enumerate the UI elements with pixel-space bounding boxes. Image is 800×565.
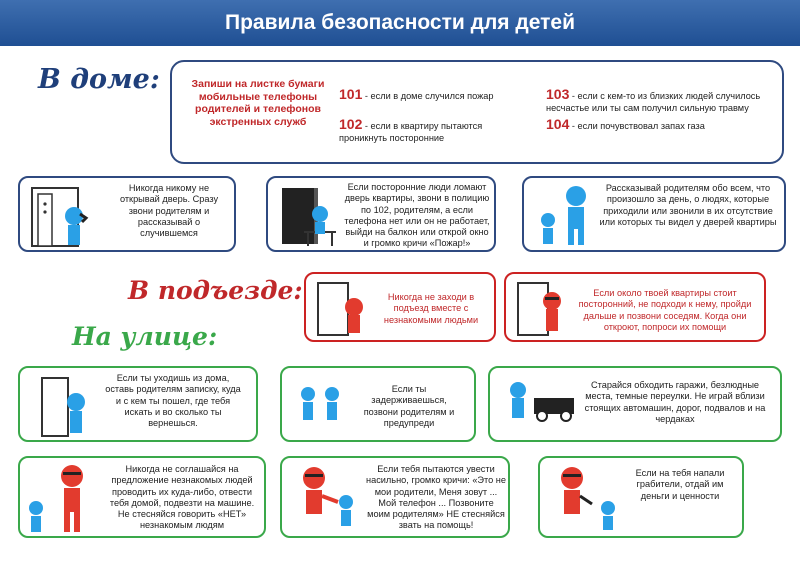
home-rule-2-text: Если посторонние люди ломают дверь квартиры, звони в полицию по 102, родителям, а если телефона нет или он не работает, выйди на балкон или открой окно и громко кричи «Пожар!» [344, 182, 490, 249]
section-title-entrance: В подъезде: [128, 276, 303, 305]
phone-number-101: 101 [339, 86, 363, 102]
entrance-rule-card [304, 272, 496, 342]
street-rule-card [280, 456, 510, 538]
home-rule-card [266, 176, 496, 252]
entrance-rule-card [504, 272, 766, 342]
phone-text-104: - если почувствовал запах газа [571, 121, 705, 131]
phoning-children-icon [290, 372, 360, 440]
home-rule-1-text: Никогда никому не открывай дверь. Сразу звони родителям и рассказывай о случившемся [119, 183, 219, 239]
header-banner [0, 0, 800, 46]
section-title-home: В доме: [38, 64, 160, 95]
phone-entry-101 [339, 88, 529, 102]
page-title: Правила безопасности для детей [224, 11, 576, 34]
phone-text-101: - если в доме случился пожар [364, 91, 494, 101]
car-danger-icon [498, 372, 578, 440]
street-rule-4-text: Никогда не соглашайся на предложение незнакомых людей проводить их куда-либо, отвести тебя домой, подвезти на машине. Не стесняйся говорить «НЕТ» незнакомым людям [109, 464, 255, 531]
street-rule-1-text: Если ты уходишь из дома, оставь родителям записку, куда и с кем ты пошел, где тебя искать и во сколько ты вернешься. [105, 373, 241, 429]
phone-number-102: 102 [339, 116, 363, 132]
home-rule-card [522, 176, 786, 252]
phone-entry-104 [546, 118, 774, 132]
phone-text-103: - если с кем-то из близких людей случилось несчастье или ты сам получил сильную травму [546, 91, 761, 113]
street-rule-2-text: Если ты задерживаешься, позвони родителям и предупреди [363, 384, 455, 428]
door-child-icon [26, 182, 96, 250]
parent-child-icon [530, 182, 600, 250]
home-rule-3-text: Рассказывай родителям обо всем, что произошло за день, о людях, которые приходили или звонили в их отсутствие или которых ты видел у дверей квартиры [599, 183, 777, 227]
phone-number-103: 103 [546, 86, 570, 102]
robber-icon [546, 462, 626, 536]
street-rule-card [488, 366, 782, 442]
section-title-street: На улице: [72, 322, 218, 351]
street-rule-5-text: Если тебя пытаются увести насильно, громко кричи: «Это не мои родители, Меня зовут ... Мой телефон ... Позвоните моим родителям» НЕ стесняйся звать на помощь! [366, 464, 506, 531]
street-rule-card [538, 456, 744, 538]
abduction-icon [288, 462, 368, 536]
entrance-door-icon [312, 277, 372, 339]
home-rule-card [18, 176, 236, 252]
street-rule-card [18, 456, 266, 538]
street-rule-6-text: Если на тебя напали грабители, отдай им деньги и ценности [635, 468, 725, 501]
stranger-with-child-icon [24, 462, 104, 536]
street-rule-card [18, 366, 258, 442]
broken-door-icon [274, 182, 344, 250]
entrance-rule-2-text: Если около твоей квартиры стоит посторонний, не подходи к нему, пройди дальше и позвони соседям. Когда они откроют, попроси их помощи [578, 288, 752, 332]
entrance-rule-1-text: Никогда не заходи в подъезд вместе с незнакомыми людьми [383, 292, 479, 325]
phone-entry-103 [546, 88, 774, 114]
phone-number-104: 104 [546, 116, 570, 132]
street-rule-3-text: Старайся обходить гаражи, безлюдные места, темные переулки. Не играй вблизи стоящих автомашин, дорог, подвалов и на чердаках [584, 380, 766, 424]
phone-text-102: - если в квартиру пытаются проникнуть посторонние [339, 121, 483, 143]
phones-intro: Запиши на листке бумаги мобильные телефоны родителей и телефонов экстренных служб [191, 78, 325, 128]
street-rule-card [280, 366, 476, 442]
stranger-at-door-icon [512, 277, 572, 339]
door-leaving-icon [36, 372, 106, 440]
emergency-phones-box [170, 60, 784, 164]
phone-entry-102 [339, 118, 529, 144]
